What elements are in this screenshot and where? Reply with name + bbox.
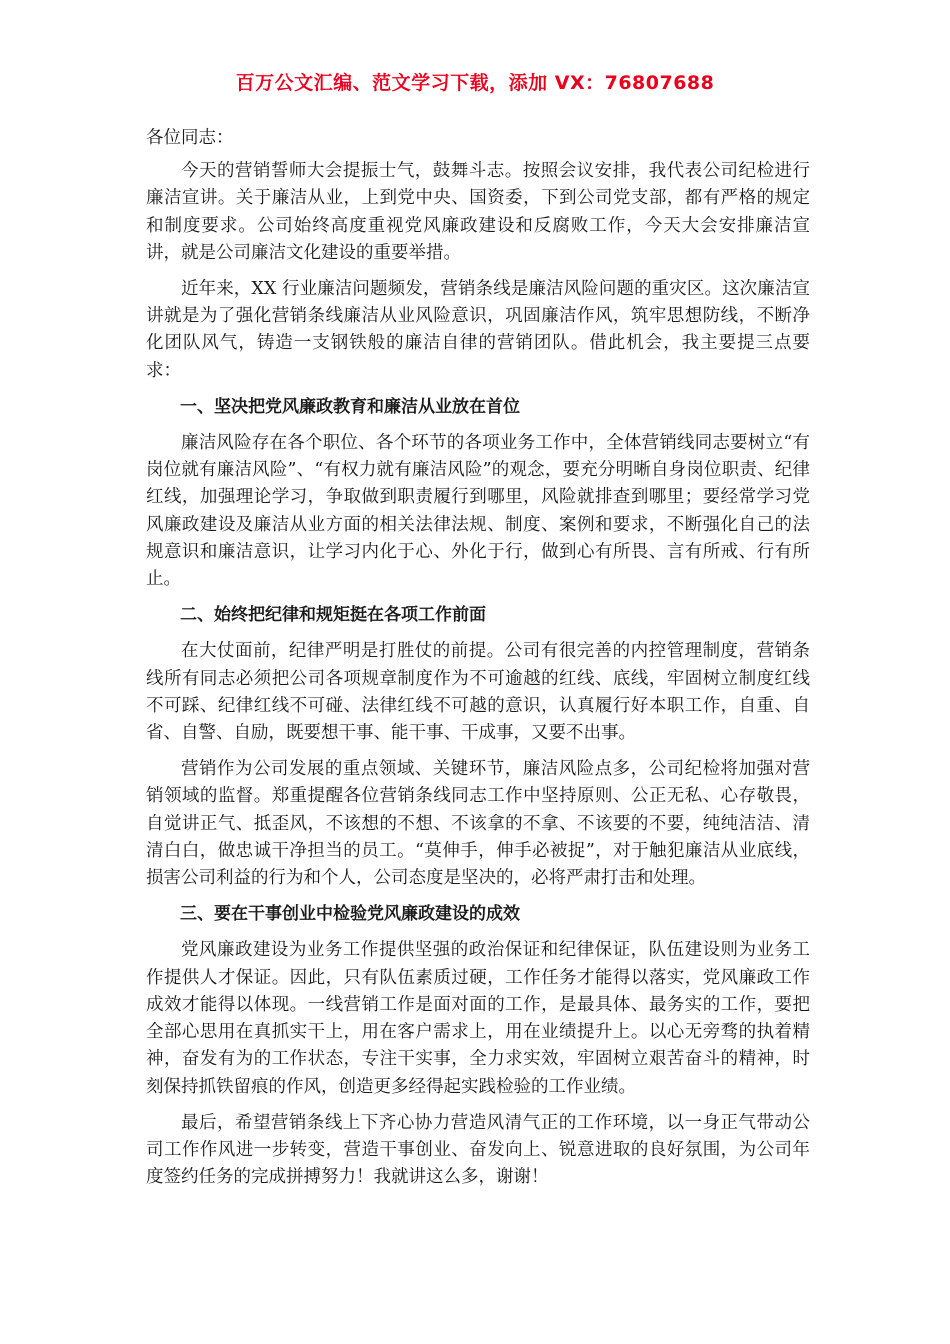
section-2-paragraph-1: 在大仗面前，纪律严明是打胜仗的前提。公司有很完善的内控管理制度，营销条线所有同志必须把公司各项规章制度作为不可逾越的红线、底线，牢固树立制度红线不可踩、纪律红线不可碰、法律红线不可越的意识，认真履行好本职工作，自重、自省、自警、自励，既要想干事、能干事、干成事，又要不出事。: [146, 641, 810, 744]
document-body: [146, 125, 810, 1200]
section-1-paragraph-1: 廉洁风险存在各个职位、各个环节的各项业务工作中，全体营销线同志要树立“有岗位就有廉洁风险”、“有权力就有廉洁风险”的观念，要充分明晰自身岗位职责、纪律红线，加强理论学习，争取做到职责履行到哪里，风险就排查到哪里；要经常学习党风廉政建设及廉洁从业方面的相关法律法规、制度、案例和要求，不断强化自己的法规意识和廉洁意识，让学习内化于心、外化于行，做到心有所畏、言有所戒、行有所止。: [146, 433, 810, 590]
section-3-paragraph-1: 党风廉政建设为业务工作提供坚强的政治保证和纪律保证，队伍建设则为业务工作提供人才保证。因此，只有队伍素质过硬，工作任务才能得以落实，党风廉政工作成效才能得以体现。一线营销工作是面对面的工作，是最具体、最务实的工作，要把全部心思用在真抓实干上，用在客户需求上，用在业绩提升上。以心无旁骛的执着精神，奋发有为的工作状态，专注干实事，全力求实效，牢固树立艰苦奋斗的精神，时刻保持抓铁留痕的作风，创造更多经得起实践检验的工作业绩。: [146, 940, 810, 1097]
header-banner: 百万公文汇编、范文学习下载，添加 VX：76807688: [235, 72, 715, 94]
intro-paragraph-2: 近年来，XX 行业廉洁问题频发，营销条线是廉洁风险问题的重灾区。这次廉洁宣讲就是为了强化营销条线廉洁从业风险意识，巩固廉洁作风，筑牢思想防线，不断净化团队风气，铸造一支钢铁般的廉洁自律的营销团队。借此机会，我主要提三点要求：: [146, 279, 810, 381]
section-2-paragraph-2: 营销作为公司发展的重点领域、关键环节，廉洁风险点多，公司纪检将加强对营销领域的监督。郑重提醒各位营销条线同志工作中坚持原则、公正无私、心存敬畏，自觉讲正气、抵歪风，不该想的不想、不该拿的不拿、不该要的不要，纯纯洁洁、清清白白，做忠诚干净担当的员工。“莫伸手，伸手必被捉”，对于触犯廉洁从业底线，损害公司利益的行为和个人，公司态度是坚决的，必将严肃打击和处理。: [146, 759, 810, 889]
section-heading-1: 一、坚决把党风廉政教育和廉洁从业放在首位: [180, 396, 520, 417]
salutation: 各位同志：: [146, 128, 234, 148]
section-heading-3: 三、要在干事创业中检验党风廉政建设的成效: [180, 904, 520, 925]
closing-paragraph: 最后，希望营销条线上下齐心协力营造风清气正的工作环境，以一身正气带动公司工作作风进一步转变，营造干事创业、奋发向上、锐意进取的良好氛围，为公司年度签约任务的完成拼搏努力！我就讲这么多，谢谢！: [146, 1112, 810, 1188]
section-heading-2: 二、始终把纪律和规矩挺在各项工作前面: [180, 605, 486, 626]
intro-paragraph-1: 今天的营销誓师大会提振士气，鼓舞斗志。按照会议安排，我代表公司纪检进行廉洁宣讲。关于廉洁从业，上到党中央、国资委，下到公司党支部，都有严格的规定和制度要求。公司始终高度重视党风廉政建设和反腐败工作，今天大会安排廉洁宣讲，就是公司廉洁文化建设的重要举措。: [146, 161, 810, 263]
